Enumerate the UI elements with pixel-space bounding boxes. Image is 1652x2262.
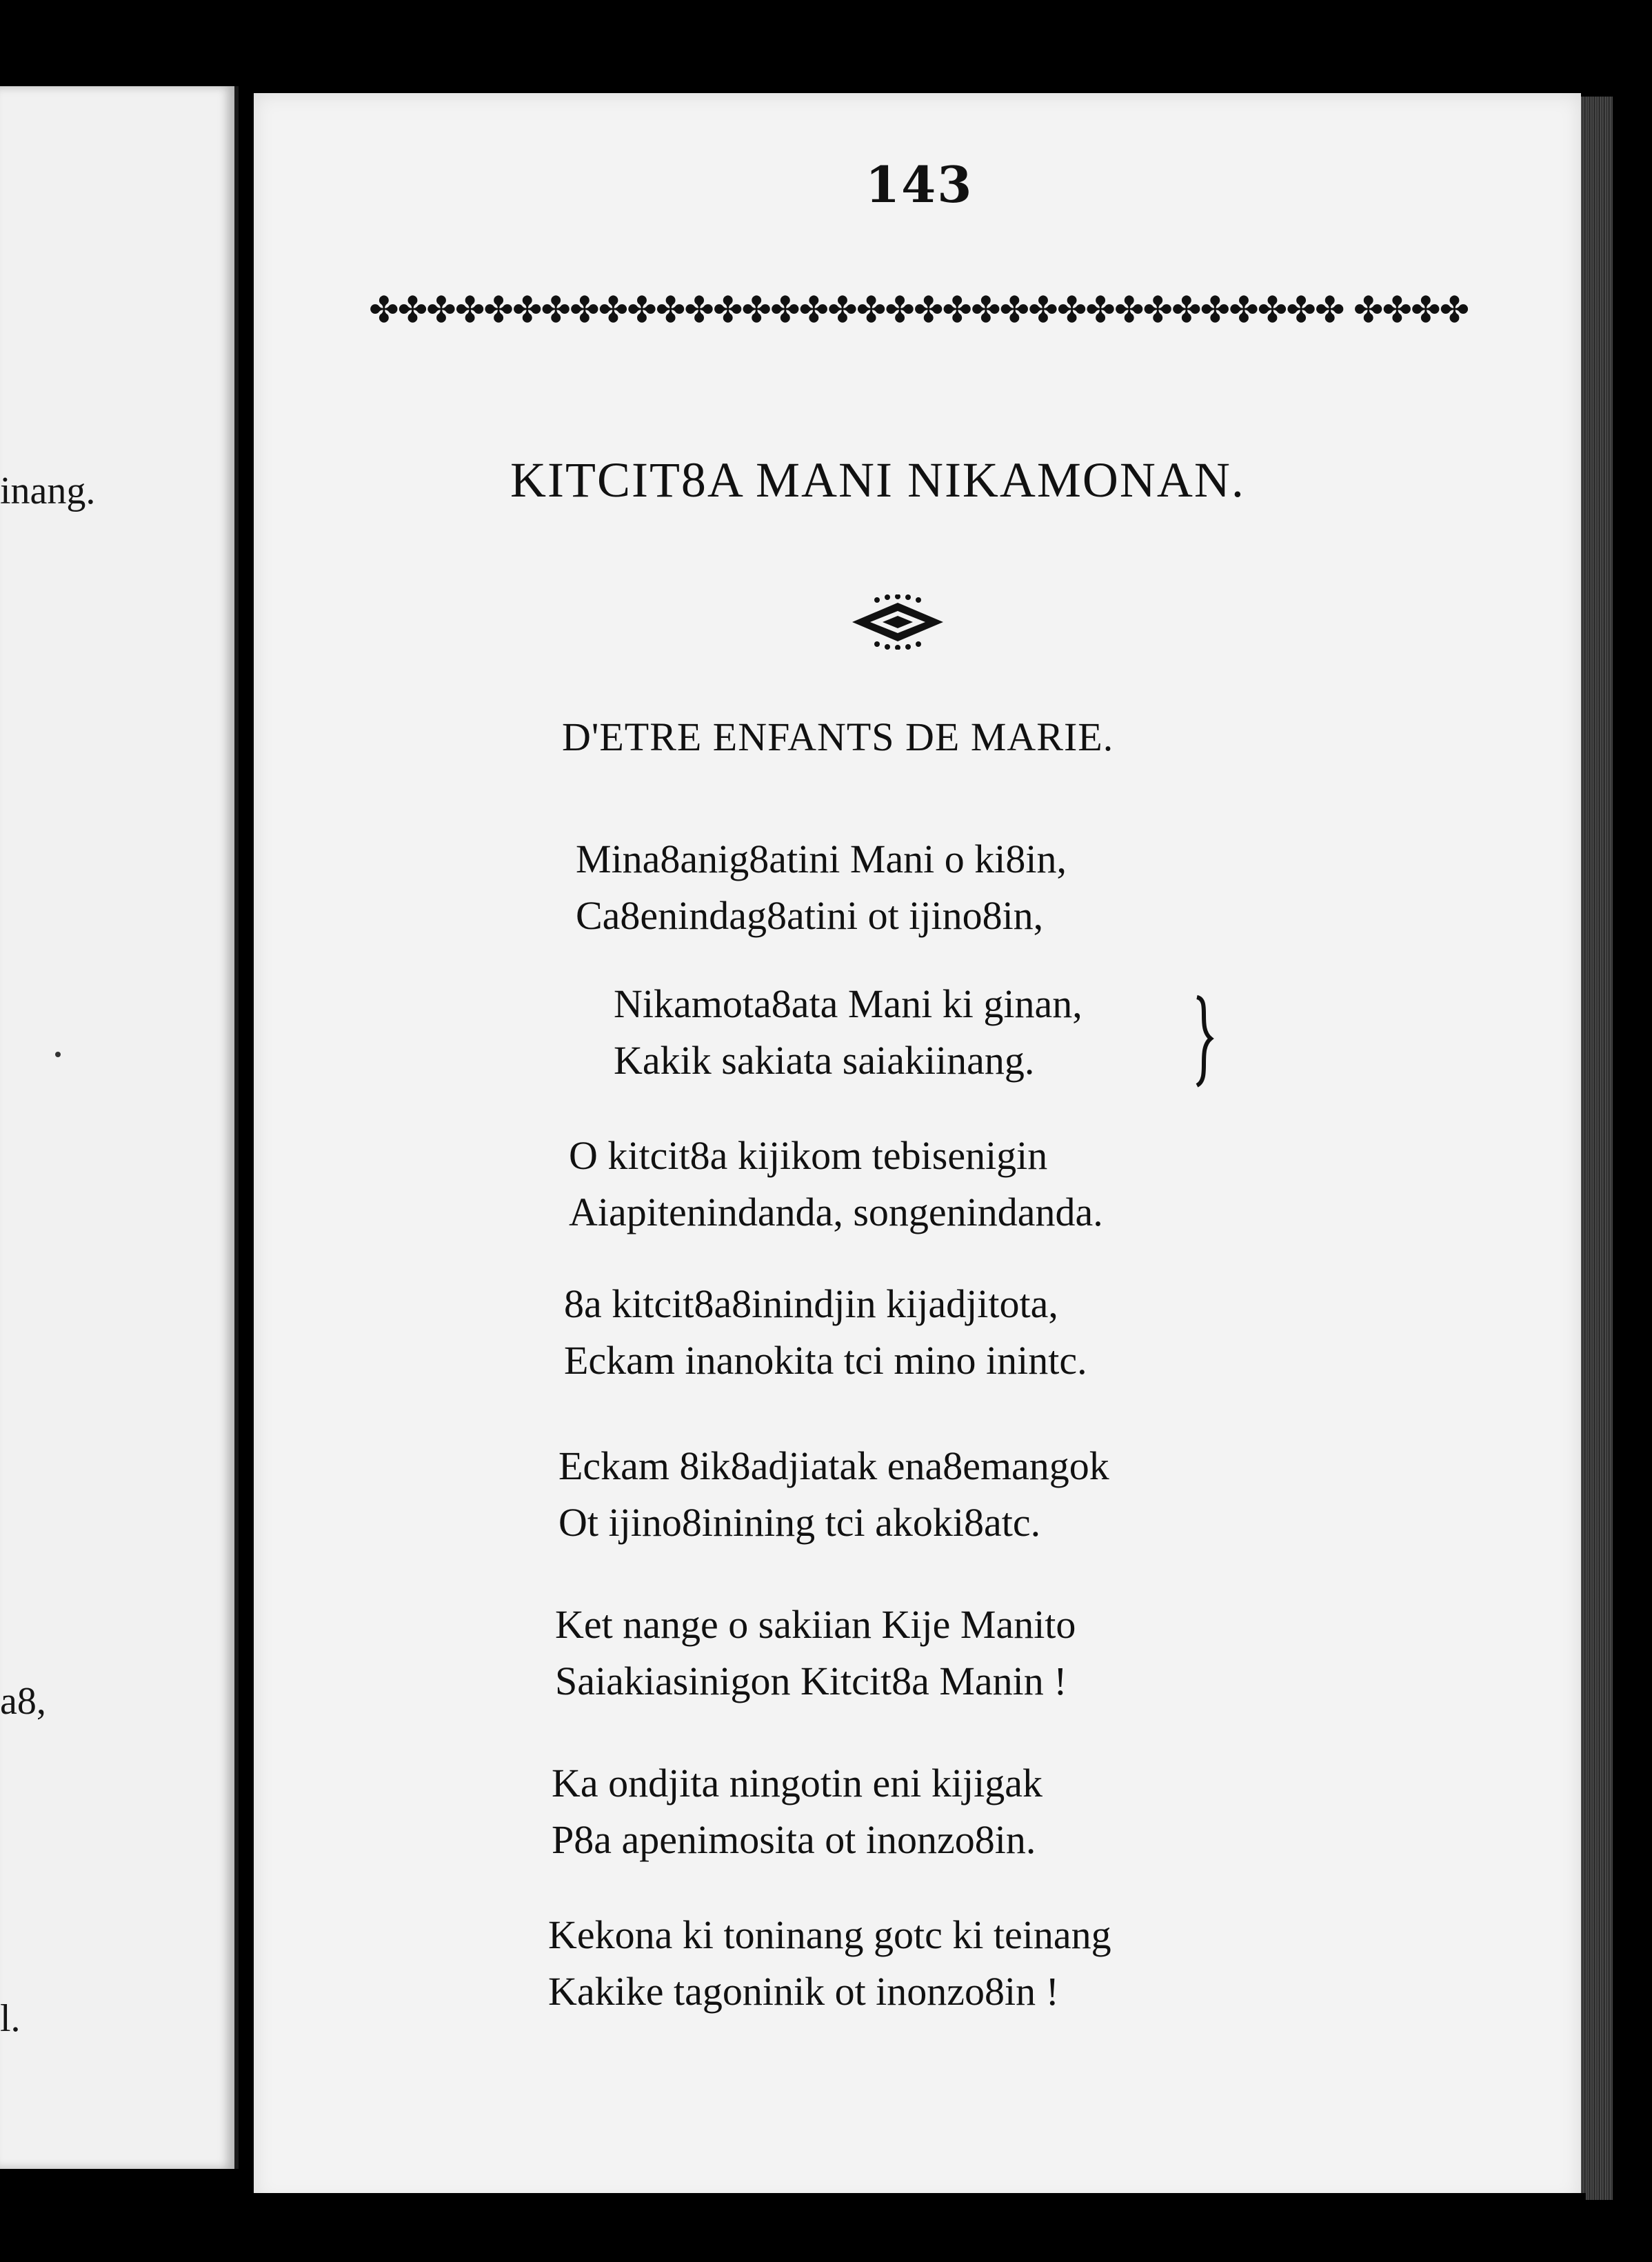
verse-line: Kekona ki toninang gotc ki teinang [548,1912,1111,1957]
diamond-ornament-icon [849,594,946,650]
stanza [548,1907,1111,2020]
ink-speck [55,1052,61,1057]
stanza [564,1276,1087,1389]
verse-line: Kakik sakiata saiakiinang. [614,1038,1035,1083]
verse-line: Ca8enindag8atini ot ijino8in, [576,893,1044,938]
verse-line: Kakike tagoninik ot inonzo8in ! [548,1969,1059,2014]
stanza [569,1128,1103,1241]
ornamental-border: ✤✤✤✤✤✤✤✤✤✤✤✤✤✤✤✤✤✤✤✤✤✤✤✤✤✤✤✤✤✤✤✤✤✤ ✤✤✤✤ [369,290,1469,331]
verse-line: Ka ondjita ningotin eni kijigak [552,1761,1043,1805]
verse-line: Ot ijino8inining tci akoki8atc. [558,1500,1041,1545]
verse-line: Nikamota8ata Mani ki ginan, [614,981,1082,1026]
left-page-fragment: l. [0,1997,21,2040]
verse-line: P8a apenimosita ot inonzo8in. [552,1817,1036,1862]
verse-line: Eckam inanokita tci mino inintc. [564,1338,1087,1383]
stanza [558,1438,1109,1551]
stanza [576,831,1067,944]
stanza-chorus [614,976,1082,1089]
verse-line: Eckam 8ik8adjiatak ena8emangok [558,1443,1109,1488]
verse-line: Saiakiasinigon Kitcit8a Manin ! [555,1659,1067,1703]
page-title: KITCIT8A MANI NIKAMONAN. [510,452,1245,508]
stanza [552,1755,1042,1868]
verse-line: Ket nange o sakiian Kije Manito [555,1602,1076,1647]
brace-icon [1191,993,1219,1090]
verse-line: O kitcit8a kijikom tebisenigin [569,1133,1048,1178]
stanza [555,1597,1076,1710]
left-page-fragment: a8, [0,1680,46,1723]
page-number: 143 [865,155,974,214]
left-facing-page [0,86,239,2169]
verse-line: Aiapitenindanda, songenindanda. [569,1190,1103,1234]
verse-line: Mina8anig8atini Mani o ki8in, [576,837,1067,881]
left-page-fragment: inang. [0,470,96,512]
section-subtitle: D'ETRE ENFANTS DE MARIE. [562,714,1114,759]
scan-border [207,2193,1586,2262]
verse-line: 8a kitcit8a8inindjin kijadjitota, [564,1281,1058,1326]
